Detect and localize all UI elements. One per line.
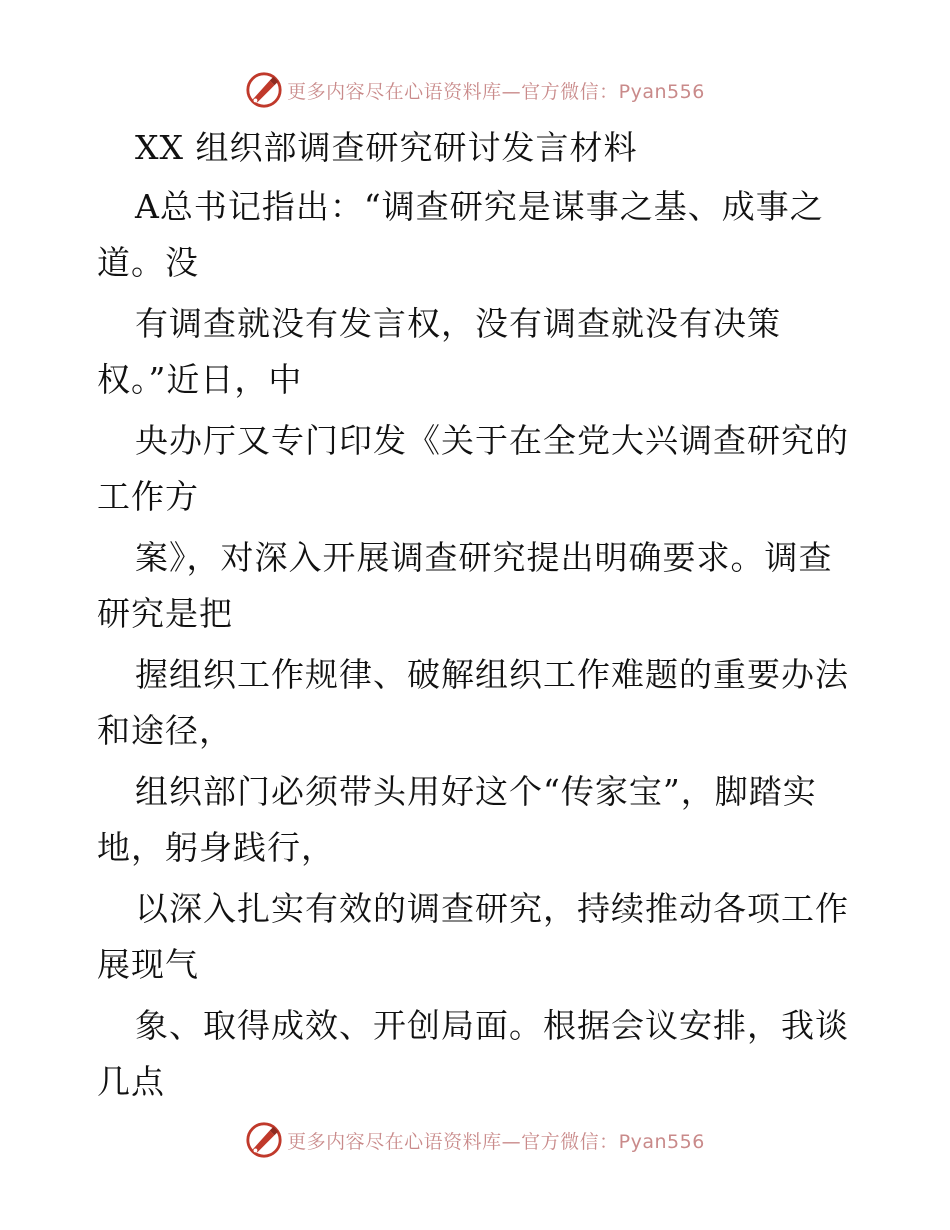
paragraph-line: 权。”近日，中 — [97, 360, 303, 399]
wechat-id: Pyan556 — [618, 80, 705, 103]
paragraph-line: 组织部门必须带头用好这个“传家宝”，脚踏实 — [135, 772, 817, 811]
paragraph-line: 央办厅又专门印发《关于在全党大兴调查研究的 — [135, 421, 849, 460]
watermark-text: 更多内容尽在心语资料库—官方微信：Pyan556 — [287, 80, 705, 103]
watermark-text: 更多内容尽在心语资料库—官方微信：Pyan556 — [287, 1130, 705, 1153]
paragraph-line: A总书记指出：“调查研究是谋事之基、成事之 — [135, 187, 824, 226]
paragraph-line: 和途径， — [97, 711, 233, 750]
paragraph-line: 象、取得成效、开创局面。根据会议安排，我谈 — [135, 1006, 849, 1045]
footer-watermark — [0, 1118, 950, 1162]
wechat-id: Pyan556 — [618, 1130, 705, 1153]
paragraph-line: 握组织工作规律、破解组织工作难题的重要办法 — [135, 655, 849, 694]
paragraph-line: 地，躬身践行， — [97, 828, 335, 867]
paragraph-line: 道。没 — [97, 243, 199, 282]
paragraph-line: 展现气 — [97, 945, 199, 984]
paragraph-line: 有调查就没有发言权，没有调查就没有决策 — [135, 304, 781, 343]
paragraph-line: 几点 — [97, 1062, 165, 1101]
pen-logo-icon — [245, 1121, 283, 1159]
document-title: XX 组织部调查研究研讨发言材料 — [135, 128, 638, 167]
paragraph-line: 研究是把 — [97, 594, 233, 633]
paragraph-line: 案》，对深入开展调查研究提出明确要求。调查 — [135, 538, 833, 577]
paragraph-line: 工作方 — [97, 477, 199, 516]
paragraph-line: 以深入扎实有效的调查研究，持续推动各项工作 — [135, 889, 849, 928]
